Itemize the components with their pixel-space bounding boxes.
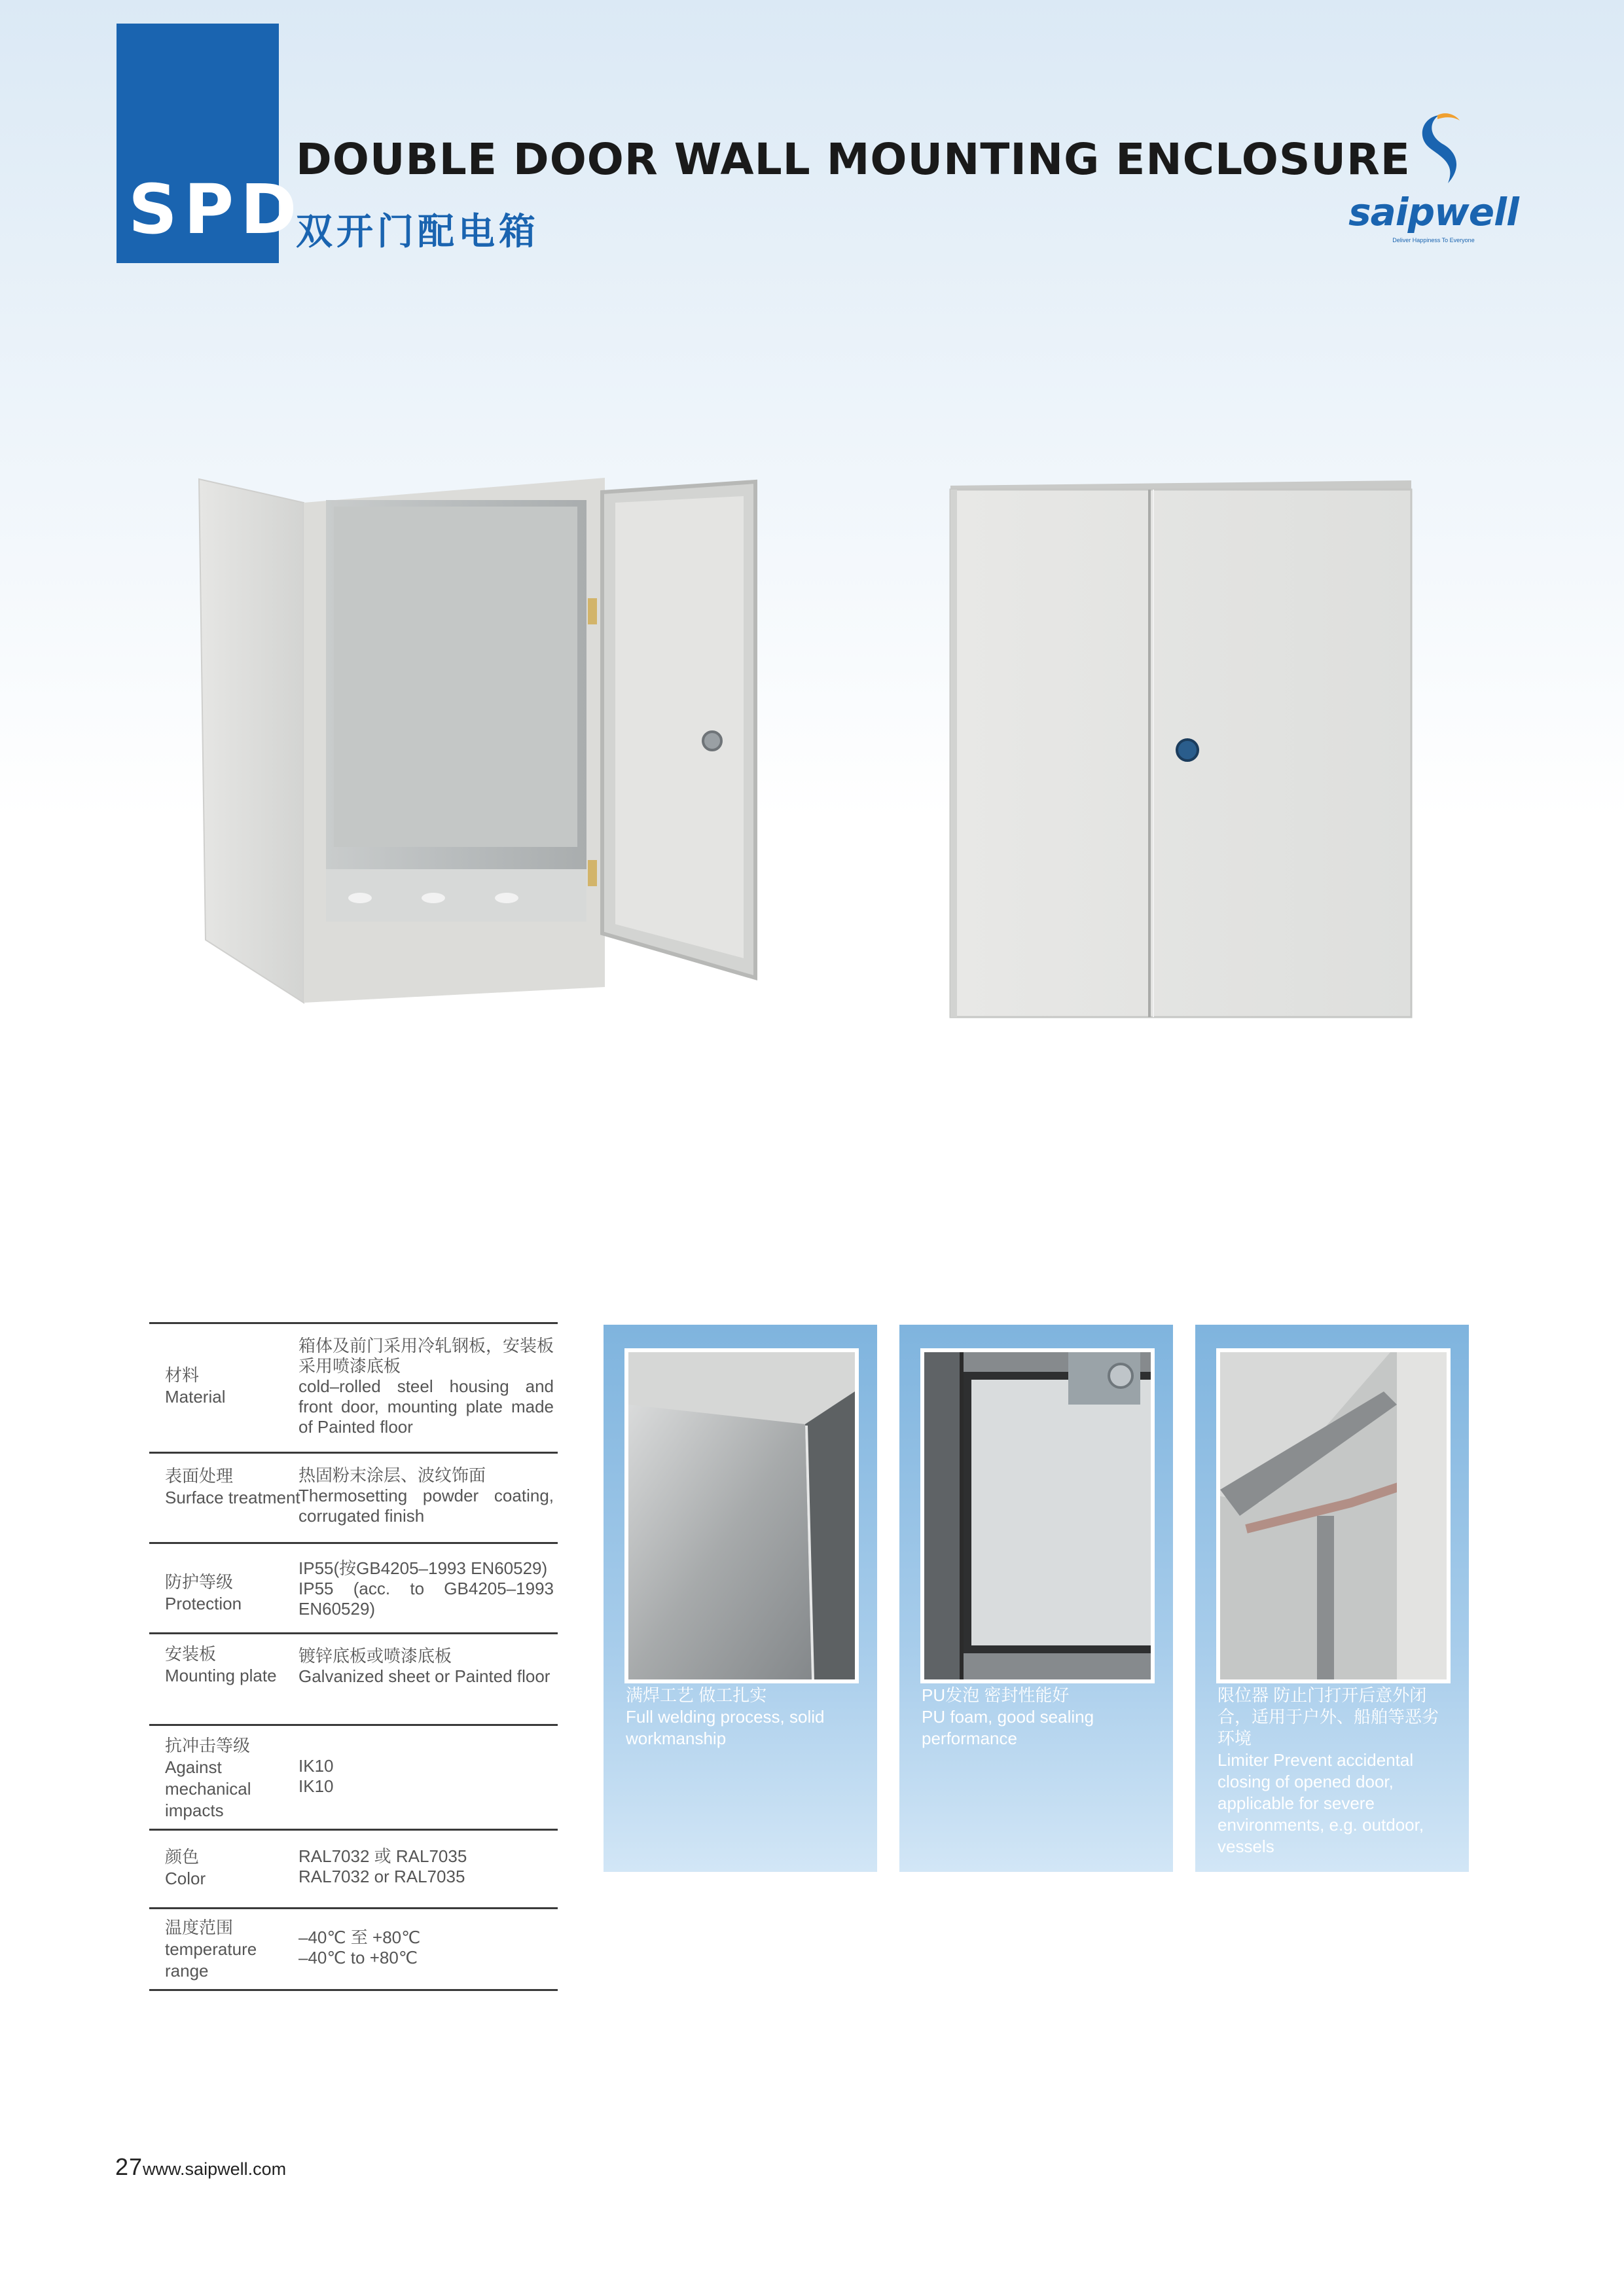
feature-panel-welding [604,1325,877,1872]
brand-name: saipwell [1348,190,1519,234]
spec-row-mounting-plate [149,1632,558,1724]
brand-logo [1348,111,1519,255]
page-title-cn: 双开门配电箱 [296,211,539,253]
spec-row-surface [149,1452,558,1542]
spec-value: 箱体及前门采用冷轧钢板，安装板采用喷漆底板 cold–rolled steel housing and front door, mounting plate made of Painted floor [298,1336,554,1437]
feature-text: 满焊工艺 做工扎实 Full welding process, solid workmanship [626,1685,825,1748]
pu-foam-detail-photo [920,1348,1155,1683]
spec-label: 颜色 Color [165,1847,206,1888]
spec-label: 材料 Material [165,1365,226,1407]
feature-text: 限位器 防止门打开后意外闭合，适用于户外、船舶等恶劣环境 Limiter Prevent accidental closing of opened door, applicable for severe environments, e.g. outdoor, vessels [1218,1685,1439,1856]
spec-label: 表面处理 Surface treatment [165,1466,300,1507]
limiter-detail-photo [1216,1348,1451,1683]
page-title: DOUBLE DOOR WALL MOUNTING ENCLOSURE [296,134,1411,185]
footer [115,2153,286,2181]
spec-value: RAL7032 或 RAL7035 RAL7032 or RAL7035 [298,1846,467,1886]
spec-value: –40℃ 至 +80℃ –40℃ to +80℃ [298,1928,421,1967]
saipwell-logo-icon [1407,111,1466,190]
brand-slogan: Deliver Happiness To Everyone [1392,237,1475,243]
spec-label: 防护等级 Protection [165,1572,242,1613]
welding-detail-photo [624,1348,859,1683]
spec-value: 热固粉末涂层、波纹饰面 Thermosetting powder coating, corrugated finish [298,1465,554,1526]
spec-label: 抗冲击等级 Against mechanical impacts [165,1736,251,1820]
spec-row-material [149,1322,558,1452]
spec-table [149,1322,558,1991]
page-number: 27 [115,2153,143,2180]
spec-row-protection [149,1542,558,1632]
spec-value: IP55(按GB4205–1993 EN60529) IP55 (acc. to GB4205–1993 EN60529) [298,1558,554,1619]
feature-panel-pu-foam [899,1325,1173,1872]
spec-label: 安装板 Mounting plate [165,1644,277,1685]
spec-value: 镀锌底板或喷漆底板 Galvanized sheet or Painted floor [298,1646,550,1686]
feature-text: PU发泡 密封性能好 PU foam, good sealing performance [922,1685,1094,1748]
closed-enclosure-photo [945,474,1418,1024]
open-enclosure-photo [196,474,772,1011]
product-code: SPD [128,170,304,249]
feature-panel-limiter [1195,1325,1469,1872]
spec-label: 温度范围 temperature range [165,1918,257,1981]
spec-row-temperature [149,1907,558,1991]
spec-value: IK10 IK10 [298,1756,334,1796]
spec-row-color [149,1829,558,1907]
spec-row-impacts [149,1724,558,1829]
website-link[interactable]: www.saipwell.com [143,2159,287,2179]
